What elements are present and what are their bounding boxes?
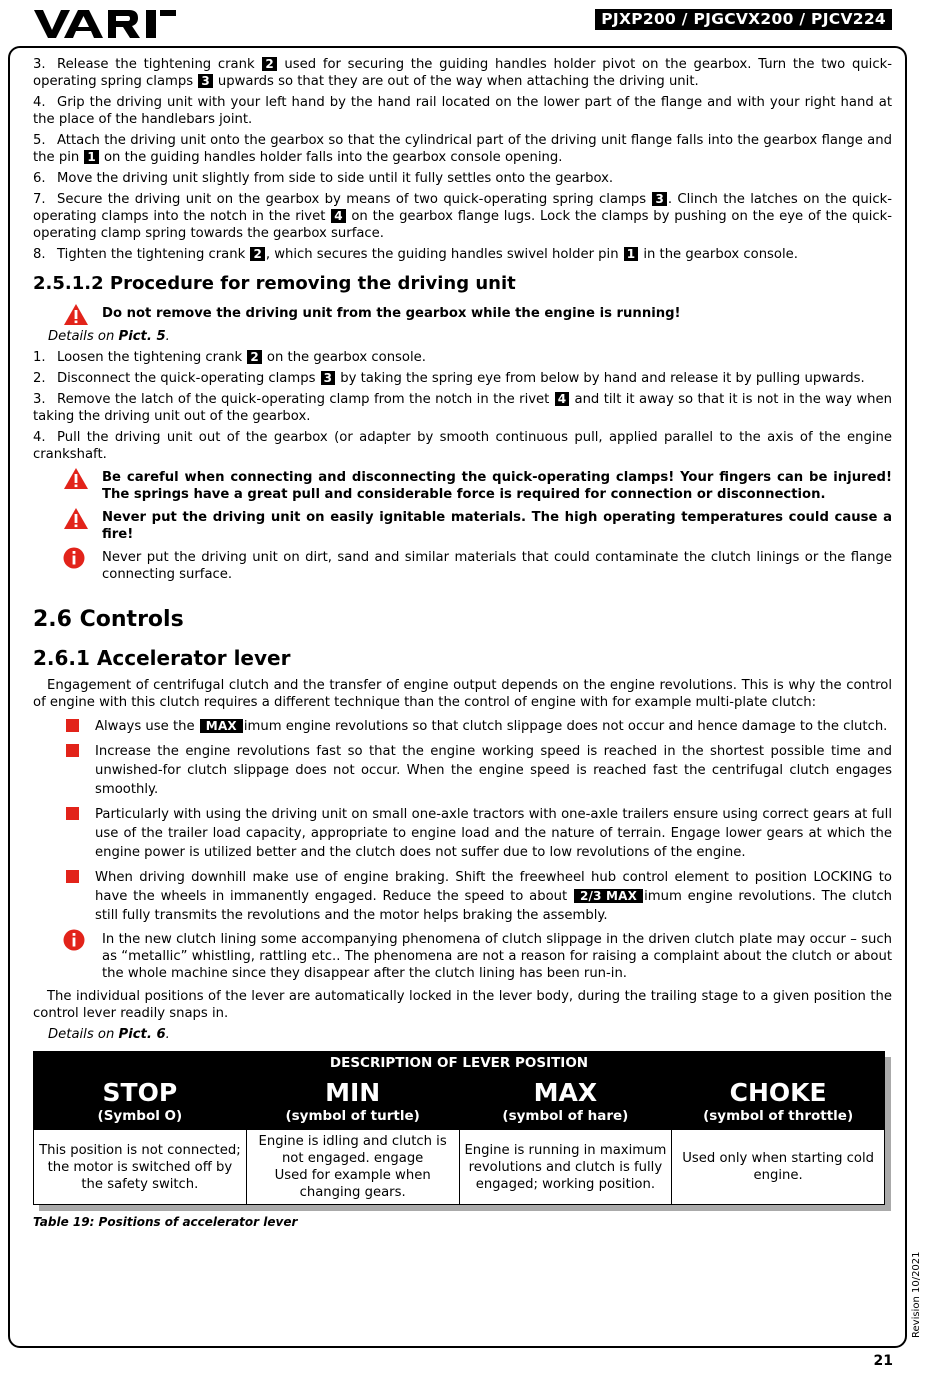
bullet-list — [33, 717, 892, 925]
bullet-item: Particularly with using the driving unit on small one-axle tractors with one-axle trailers ensure using correct gears at full use of the trailer load capacity, appropriate to engine load and the nature of terrain. Engage lower gears at which the engine power is utilized better and the clutch does not suffer due to low revolutions of the engine. — [33, 805, 892, 862]
lever-position-stop: STOP (Symbol O) — [34, 1076, 247, 1130]
callout-badge: 2 — [250, 247, 264, 261]
lever-description: Used only when starting cold engine. — [672, 1130, 885, 1205]
step-number: 2. — [33, 371, 46, 386]
warning-note: Never put the driving unit on easily ignitable materials. The high operating temperatures could cause a fire! — [33, 509, 892, 543]
details-reference: Details on Pict. 5. — [48, 329, 170, 344]
info-circle-icon — [63, 547, 89, 570]
bullet-item: When driving downhill make use of engine braking. Shift the freewheel hub control element to position LOCKING to have the wheels in immanently engaged. Reduce the speed to about 2/3 MAX imum engine revolutions. The clutch still fully transmits the revolutions and the motor helps braking the assembly. — [33, 868, 892, 925]
warning-note: Be careful when connecting and disconnecting the quick-operating clamps! Your fingers can be injured! The springs have a great pull and considerable force is required for connection or disconnection. — [33, 469, 892, 503]
lever-description: This position is not connected; the motor is switched off by the safety switch. — [34, 1130, 247, 1205]
numbered-step: 5. Attach the driving unit onto the gearbox so that the cylindrical part of the driving unit flange falls into the gearbox flange and the pin 1 on the guiding handles holder falls into the gearbox console opening. — [33, 133, 892, 165]
red-square-bullet-icon — [66, 719, 79, 732]
step-number: 3. — [33, 392, 46, 407]
lever-position-table — [33, 1051, 885, 1205]
removal-steps — [33, 349, 892, 463]
intro-paragraph: Engagement of centrifugal clutch and the transfer of engine output depends on the engine revolutions. This is why the control of engine with this clutch requires a different technique than the control of engine with for example multi-plate clutch: — [33, 678, 892, 710]
lever-description: Engine is idling and clutch is not engaged. engage Used for example when changing gears. — [246, 1130, 459, 1205]
lever-paragraph: The individual positions of the lever are automatically locked in the lever body, during the trailing stage to a given position the control lever readily snaps in. — [33, 989, 892, 1021]
step-number: 5. — [33, 133, 46, 148]
callout-badge: MAX — [200, 719, 243, 733]
warning-note: Do not remove the driving unit from the gearbox while the engine is running! — [33, 305, 892, 322]
callout-badge: 2 — [262, 57, 276, 71]
bullet-item: Increase the engine revolutions fast so that the engine working speed is reached in the shortest possible time and unwished-for clutch slippage does not occur. When the engine speed is reached fast the centrifugal clutch engages smoothly. — [33, 742, 892, 799]
step-number: 8. — [33, 247, 46, 262]
warning-triangle-icon — [63, 467, 89, 490]
callout-badge: 2 — [247, 350, 261, 364]
numbered-step: 2. Disconnect the quick-operating clamps 3 by taking the spring eye from below by hand and release it by pulling upwards. — [33, 371, 865, 386]
vari-logo — [34, 10, 176, 38]
callout-badge: 4 — [331, 209, 345, 223]
info-circle-icon — [63, 929, 89, 952]
callout-badge: 3 — [652, 192, 666, 206]
lever-description: Engine is running in maximum revolutions and clutch is fully engaged; working position. — [459, 1130, 672, 1205]
numbered-step: 8. Tighten the tightening crank 2 , which secures the guiding handles swivel holder pin 1 in the gearbox console. — [33, 247, 798, 262]
warning-triangle-icon — [63, 507, 89, 530]
red-square-bullet-icon — [66, 744, 79, 757]
details-reference: Details on Pict. 6. — [48, 1027, 170, 1042]
lever-position-table-wrap — [33, 1051, 885, 1205]
numbered-step: 4. Pull the driving unit out of the gearbox (or adapter by smooth continuous pull, applied parallel to the axis of the engine crankshaft. — [33, 430, 892, 462]
table-head-row — [34, 1076, 885, 1130]
red-square-bullet-icon — [66, 807, 79, 820]
step-number: 7. — [33, 192, 46, 207]
callout-badge: 2/3 MAX — [574, 889, 643, 903]
numbered-step: 3. Release the tightening crank 2 used for securing the guiding handles holder pivot on the gearbox. Turn the two quick-operating spring clamps 3 upwards so that they are out of the way when attaching the driving unit. — [33, 57, 892, 89]
step-number: 6. — [33, 171, 46, 186]
step-number: 4. — [33, 95, 46, 110]
picture-reference-link[interactable]: Pict. 6 — [118, 1027, 166, 1042]
numbered-step: 7. Secure the driving unit on the gearbox by means of two quick-operating spring clamps 3 . Clinch the latches on the quick-operating clamps into the notch in the rivet 4 on the gearbox flange lugs. Lock the clamps by pushing on the eye of the quick-operating clamp spring towards the gearbox surface. — [33, 192, 893, 241]
section-2512-title: 2.5.1.2 Procedure for removing the driving unit — [33, 273, 516, 294]
revision-label: Revision 10/2021 — [911, 1251, 922, 1338]
info-note: Never put the driving unit on dirt, sand and similar materials that could contaminate the clutch linings or the flange connecting surface. — [33, 549, 892, 583]
numbered-step: 1. Loosen the tightening crank 2 on the gearbox console. — [33, 350, 426, 365]
numbered-step: 3. Remove the latch of the quick-operating clamp from the notch in the rivet 4 and tilt it away so that it is not in the way when taking the driving unit out of the gearbox. — [33, 392, 892, 424]
callout-badge: 3 — [198, 74, 212, 88]
callout-badge: 3 — [321, 371, 335, 385]
section-26-title: 2.6 Controls — [33, 607, 184, 632]
callout-badge: 1 — [624, 247, 638, 261]
lever-position-max: MAX (symbol of hare) — [459, 1076, 672, 1130]
warning-triangle-icon — [63, 303, 89, 326]
bullet-item: Always use the MAX imum engine revolutions so that clutch slippage does not occur and hence damage to the clutch. — [33, 717, 892, 736]
step-number: 1. — [33, 350, 46, 365]
callout-badge: 4 — [555, 392, 569, 406]
numbered-step: 4. Grip the driving unit with your left hand by the hand rail located on the lower part of the flange and with your right hand at the place of the handlebars joint. — [33, 95, 892, 127]
page-content — [33, 56, 892, 1231]
lever-position-min: MIN (symbol of turtle) — [246, 1076, 459, 1130]
lever-position-choke: CHOKE (symbol of throttle) — [672, 1076, 885, 1130]
table-caption: Table 19: Positions of accelerator lever — [33, 1215, 298, 1229]
step-number: 3. — [33, 57, 46, 72]
callout-badge: 1 — [84, 150, 98, 164]
model-numbers: PJXP200 / PJGCVX200 / PJCV224 — [595, 9, 892, 30]
table-header: DESCRIPTION OF LEVER POSITION — [34, 1052, 885, 1076]
numbered-step: 6. Move the driving unit slightly from side to side until it fully settles onto the gearbox. — [33, 171, 614, 186]
mounting-steps — [33, 56, 892, 263]
red-square-bullet-icon — [66, 870, 79, 883]
section-261-title: 2.6.1 Accelerator lever — [33, 646, 291, 670]
table-row — [34, 1130, 885, 1205]
info-note: In the new clutch lining some accompanying phenomena of clutch slippage in the driven clutch plate may occur – such as “metallic” whistling, rattling etc.. The phenomena are not a reason for raising a complaint about the clutch or about the whole machine since they disappear after the clutch lining has been run-in. — [33, 931, 892, 982]
picture-reference-link[interactable]: Pict. 5 — [118, 329, 166, 344]
step-number: 4. — [33, 430, 46, 445]
page-number: 21 — [873, 1353, 893, 1369]
